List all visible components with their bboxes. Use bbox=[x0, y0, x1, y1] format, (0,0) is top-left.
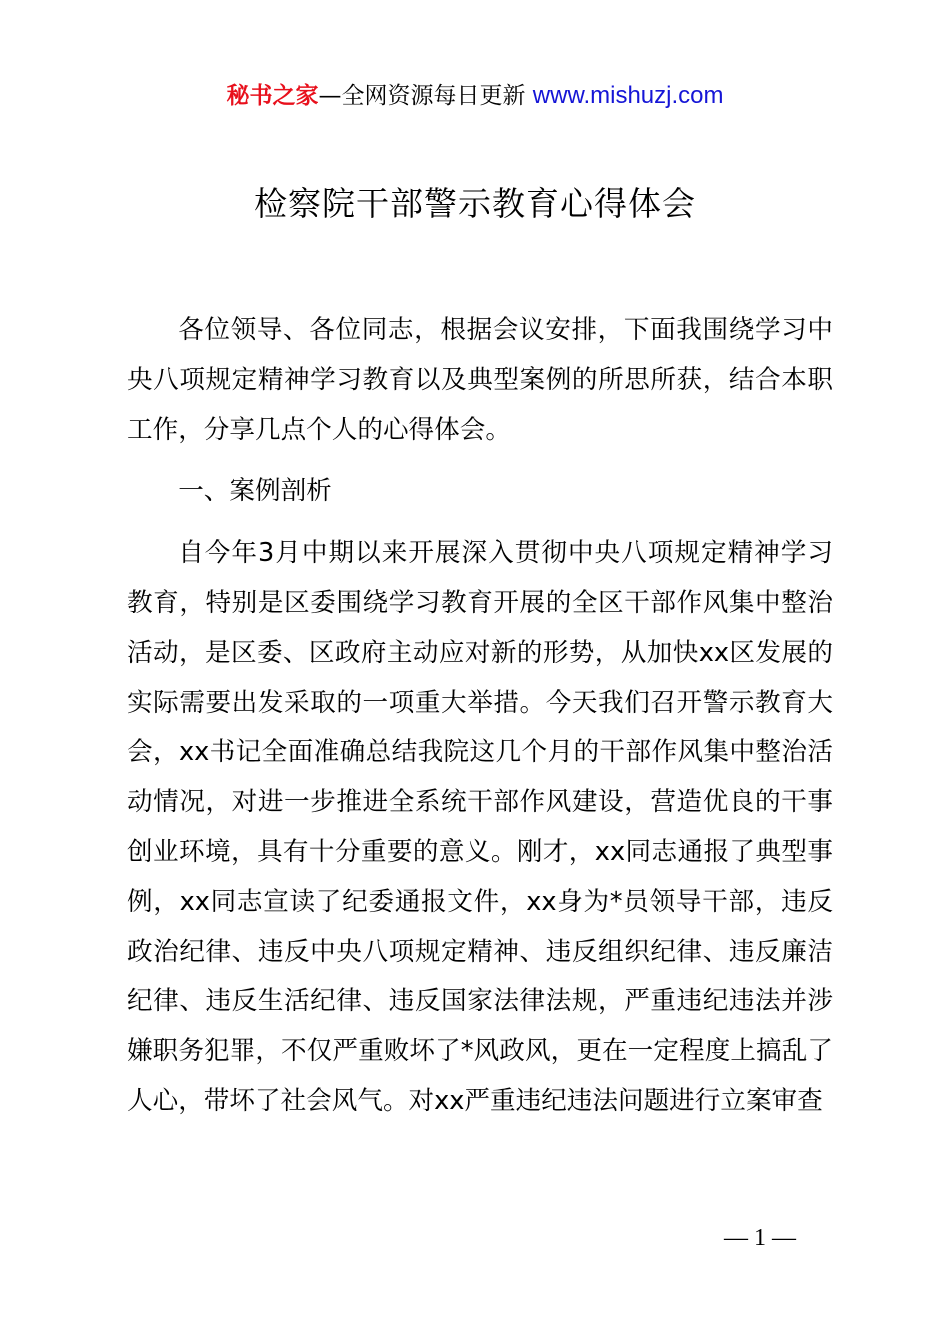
section-paragraph: 自今年3月中期以来开展深入贯彻中央八项规定精神学习教育，特别是区委围绕学习教育开展的全区干部作风集中整治活动，是区委、区政府主动应对新的形势，从加快xx区发展的实际需要出发采取的一项重大举措。今天我们召开警示教育大会，xx书记全面准确总结我院这几个月的干部作风集中整治活动情况，对进一步推进全系统干部作风建设，营造优良的干事创业环境，具有十分重要的意义。刚才，xx同志通报了典型事例，xx同志宣读了纪委通报文件，xx身为*员领导干部，违反政治纪律、违反中央八项规定精神、违反组织纪律、违反廉洁纪律、违反生活纪律、违反国家法律法规，严重违纪违法并涉嫌职务犯罪，不仅严重败坏了*风政风，更在一定程度上搞乱了人心，带坏了社会风气。对xx严重违纪违法问题进行立案审查 bbox=[127, 538, 833, 1116]
intro-paragraph: 各位领导、各位同志，根据会议安排，下面我围绕学习中央八项规定精神学习教育以及典型案例的所思所获，结合本职工作，分享几点个人的心得体会。 bbox=[127, 315, 833, 445]
section-heading: 一、案例剖析 bbox=[178, 476, 332, 507]
site-brand: 秘书之家 bbox=[226, 83, 319, 109]
document-body bbox=[127, 306, 833, 1127]
page-number: — 1 — bbox=[724, 1225, 796, 1251]
site-url-link[interactable]: www.mishuzj.com bbox=[532, 82, 724, 109]
site-header bbox=[0, 80, 950, 112]
document-title: 检察院干部警示教育心得体会 bbox=[254, 184, 696, 223]
site-tagline: —全网资源每日更新 bbox=[318, 83, 526, 109]
